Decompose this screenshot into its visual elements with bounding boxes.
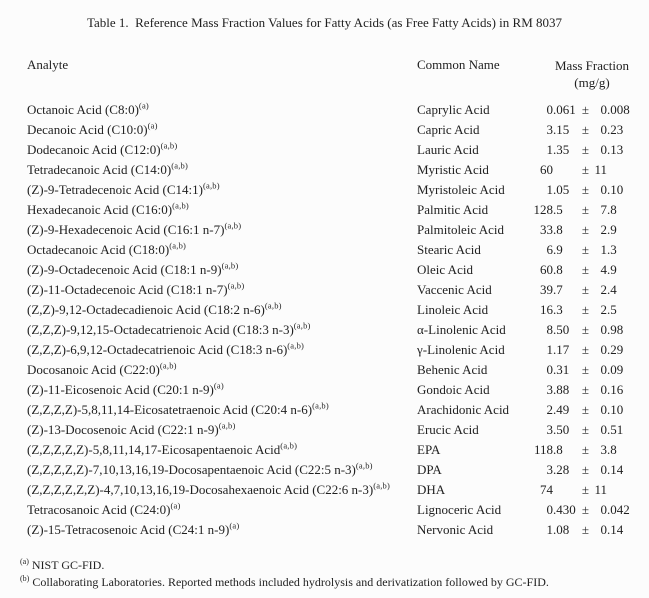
analyte-cell [27, 362, 177, 378]
common-name-cell: Palmitoleic Acid [417, 222, 505, 237]
analyte-cell [27, 322, 311, 338]
value-integer: 33 [540, 222, 553, 237]
common-name-cell: Palmitic Acid [417, 202, 489, 217]
value-integer: 3 [546, 462, 553, 477]
analyte-name: Octadecanoic Acid (C18:0) [27, 242, 170, 257]
uncertainty-integer: 0 [600, 522, 607, 537]
analyte-name: (Z,Z,Z,Z)-5,8,11,14-Eicosatetraenoic Acid (C20:4 n-6) [27, 402, 313, 417]
table-row [0, 420, 649, 440]
value-fraction: .8 [553, 442, 563, 457]
uncertainty-integer: 0 [600, 142, 607, 157]
mass-fraction-cell [531, 502, 633, 518]
common-name-cell: DHA [417, 482, 446, 497]
analyte-name: Decanoic Acid (C10:0) [27, 122, 148, 137]
value-fraction: .35 [553, 142, 570, 157]
common-name-cell: Lignoceric Acid [417, 502, 502, 517]
footnote-marker: (a,b) [287, 340, 305, 351]
plus-minus-sign: ± [581, 202, 590, 217]
value-fraction: .9 [553, 242, 563, 257]
value-integer: 128 [533, 202, 553, 217]
footnote-marker: (a,b) [227, 280, 245, 291]
uncertainty-fraction: .14 [607, 462, 624, 477]
uncertainty-integer: 0 [600, 122, 607, 137]
plus-minus-sign: ± [581, 322, 590, 337]
mass-fraction-cell [531, 522, 633, 538]
table-row [0, 500, 649, 520]
footnote-marker: (a,b) [373, 480, 391, 491]
uncertainty-fraction: .14 [607, 522, 624, 537]
analyte-name: Dodecanoic Acid (C12:0) [27, 142, 161, 157]
uncertainty-fraction: .4 [607, 282, 617, 297]
common-name-cell: γ-Linolenic Acid [417, 342, 505, 357]
common-name-cell: Gondoic Acid [417, 382, 490, 397]
uncertainty-fraction: .3 [607, 242, 617, 257]
uncertainty-fraction: .13 [607, 142, 624, 157]
value-integer: 0 [546, 502, 553, 517]
table-row [0, 440, 649, 460]
value-fraction: .430 [553, 502, 576, 517]
mass-fraction-cell [531, 362, 633, 378]
uncertainty-fraction: .16 [607, 382, 624, 397]
footnote-marker: (a,b) [160, 140, 178, 151]
uncertainty-fraction: .8 [607, 202, 617, 217]
analyte-cell [27, 422, 236, 438]
column-header-common-name: Common Name [417, 57, 500, 72]
analyte-cell [27, 462, 373, 478]
common-name-cell: Nervonic Acid [417, 522, 494, 537]
mass-fraction-cell [531, 462, 633, 478]
analyte-name: (Z,Z,Z)-6,9,12-Octadecatrienoic Acid (C18:3 n-6) [27, 342, 288, 357]
footnotes [20, 557, 549, 590]
value-integer: 2 [546, 402, 553, 417]
footnote-marker: (a,b) [202, 180, 220, 191]
uncertainty-integer: 0 [600, 322, 607, 337]
column-header-analyte: Analyte [27, 57, 69, 72]
common-name-cell: Myristic Acid [417, 162, 489, 177]
common-name-cell: Behenic Acid [417, 362, 488, 377]
uncertainty-integer: 2 [600, 282, 607, 297]
table-row [0, 520, 649, 540]
table-row [0, 260, 649, 280]
analyte-cell [27, 482, 390, 498]
footnote-marker: (a,b) [224, 220, 242, 231]
common-name-cell: Oleic Acid [417, 262, 473, 277]
plus-minus-sign: ± [581, 382, 590, 397]
mass-fraction-cell [531, 482, 633, 498]
plus-minus-sign: ± [581, 102, 590, 117]
analyte-name: (Z)-13-Docosenoic Acid (C22:1 n-9) [27, 422, 219, 437]
plus-minus-sign: ± [581, 362, 590, 377]
analyte-name: Docosanoic Acid (C22:0) [27, 362, 160, 377]
value-integer: 3 [546, 382, 553, 397]
footnote-a [20, 557, 549, 574]
uncertainty-integer: 2 [600, 302, 607, 317]
common-name-cell: Caprylic Acid [417, 102, 490, 117]
footnote-marker: (a,b) [355, 460, 373, 471]
value-fraction: .31 [553, 362, 570, 377]
analyte-name: (Z,Z,Z)-9,12,15-Octadecatrienoic Acid (C18:3 n-3) [27, 322, 294, 337]
value-integer: 3 [546, 422, 553, 437]
uncertainty-integer: 2 [600, 222, 607, 237]
common-name-cell: Lauric Acid [417, 142, 479, 157]
table-row [0, 120, 649, 140]
table-row [0, 180, 649, 200]
analyte-name: (Z)-15-Tetracosenoic Acid (C24:1 n-9) [27, 522, 230, 537]
common-name-cell: Vaccenic Acid [417, 282, 492, 297]
footnote-marker: (a,b) [280, 440, 298, 451]
plus-minus-sign: ± [581, 422, 590, 437]
value-fraction: .05 [553, 182, 570, 197]
value-fraction: .061 [553, 102, 576, 117]
footnote-marker: (a,b) [312, 400, 329, 411]
uncertainty-integer: 4 [600, 262, 607, 277]
footnote-a-text: NIST GC-FID. [31, 558, 105, 572]
mass-fraction-cell [531, 202, 633, 218]
uncertainty-fraction: .008 [607, 102, 630, 117]
uncertainty-integer: 0 [600, 102, 607, 117]
value-fraction: .8 [553, 222, 563, 237]
table-row [0, 400, 649, 420]
plus-minus-sign: ± [581, 182, 590, 197]
table-row [0, 320, 649, 340]
table-row [0, 460, 649, 480]
table-row [0, 220, 649, 240]
analyte-name: (Z,Z)-9,12-Octadecadienoic Acid (C18:2 n-6) [27, 302, 265, 317]
uncertainty-integer: 0 [600, 342, 607, 357]
analyte-name: Octanoic Acid (C8:0) [27, 102, 139, 117]
footnote-b [20, 574, 549, 591]
plus-minus-sign: ± [581, 462, 590, 477]
mass-fraction-cell [531, 182, 633, 198]
uncertainty-integer: 7 [600, 202, 607, 217]
mass-fraction-cell [531, 122, 633, 138]
analyte-cell [27, 222, 241, 238]
value-fraction: .88 [553, 382, 570, 397]
uncertainty-integer: 1 [600, 242, 607, 257]
plus-minus-sign: ± [581, 242, 590, 257]
footnote-marker: (a,b) [171, 160, 189, 171]
common-name-cell: α-Linolenic Acid [417, 322, 506, 337]
value-integer: 1 [546, 522, 553, 537]
analyte-cell [27, 302, 282, 318]
uncertainty-integer: 3 [600, 442, 607, 457]
analyte-name: (Z,Z,Z,Z,Z)-7,10,13,16,19-Docosapentaenoic Acid (C22:5 n-3) [27, 462, 356, 477]
common-name-cell: Myristoleic Acid [417, 182, 505, 197]
analyte-cell [27, 242, 186, 258]
value-fraction: .3 [553, 302, 563, 317]
value-integer: 118 [533, 442, 553, 457]
analyte-cell [27, 202, 189, 218]
table-row [0, 140, 649, 160]
analyte-cell [27, 162, 188, 178]
common-name-cell: Stearic Acid [417, 242, 481, 257]
analyte-cell [27, 502, 181, 518]
table-row [0, 360, 649, 380]
common-name-cell: EPA [417, 442, 441, 457]
uncertainty-fraction: .51 [607, 422, 624, 437]
value-integer: 1 [546, 342, 553, 357]
value-fraction: .15 [553, 122, 570, 137]
plus-minus-sign: ± [581, 262, 590, 277]
uncertainty-fraction: .10 [607, 402, 624, 417]
footnote-marker: (a,b) [218, 420, 236, 431]
uncertainty-fraction: .9 [607, 222, 617, 237]
mass-fraction-cell [531, 242, 633, 258]
value-fraction: .08 [553, 522, 570, 537]
footnote-marker: (a) [229, 520, 240, 531]
analyte-cell [27, 402, 329, 418]
mass-fraction-cell [531, 382, 633, 398]
analyte-cell [27, 122, 158, 138]
uncertainty-fraction: .042 [607, 502, 630, 517]
value-integer: 39 [540, 282, 553, 297]
analyte-name: (Z)-9-Octadecenoic Acid (C18:1 n-9) [27, 262, 222, 277]
footnote-marker: (a,b) [293, 320, 311, 331]
uncertainty-integer: 0 [600, 462, 607, 477]
value-integer: 0 [546, 102, 553, 117]
footnote-a-marker: (a) [20, 557, 29, 566]
plus-minus-sign: ± [581, 502, 590, 517]
common-name-cell: Linoleic Acid [417, 302, 489, 317]
value-integer: 3 [546, 122, 553, 137]
analyte-name: (Z)-11-Octadecenoic Acid (C18:1 n-7) [27, 282, 228, 297]
plus-minus-sign: ± [581, 402, 590, 417]
mass-fraction-cell [531, 162, 633, 178]
value-integer: 8 [546, 322, 553, 337]
value-integer: 60 [540, 262, 553, 277]
uncertainty-fraction: .09 [607, 362, 624, 377]
mass-fraction-cell [531, 422, 633, 438]
analyte-cell [27, 102, 149, 118]
mass-fraction-cell [531, 322, 633, 338]
table-row [0, 200, 649, 220]
mass-fraction-cell [531, 262, 633, 278]
plus-minus-sign: ± [581, 342, 590, 357]
uncertainty-integer: 0 [600, 182, 607, 197]
footnote-marker: (a,b) [221, 260, 239, 271]
footnote-marker: (a) [213, 380, 224, 391]
value-integer: 0 [546, 362, 553, 377]
footnote-marker: (a,b) [159, 360, 177, 371]
analyte-name: Tetracosanoic Acid (C24:0) [27, 502, 171, 517]
uncertainty-integer: 0 [600, 402, 607, 417]
uncertainty-integer: 11 [594, 162, 607, 177]
analyte-cell [27, 522, 239, 538]
footnote-marker: (a,b) [264, 300, 282, 311]
value-fraction: .8 [553, 262, 563, 277]
uncertainty-integer: 0 [600, 502, 607, 517]
analyte-name: (Z)-11-Eicosenoic Acid (C20:1 n-9) [27, 382, 214, 397]
footnote-b-marker: (b) [20, 573, 30, 583]
mass-fraction-cell [531, 142, 633, 158]
mass-fraction-cell [531, 282, 633, 298]
uncertainty-integer: 0 [600, 362, 607, 377]
value-fraction: .28 [553, 462, 570, 477]
table-row [0, 300, 649, 320]
plus-minus-sign: ± [581, 122, 590, 137]
plus-minus-sign: ± [581, 302, 590, 317]
analyte-cell [27, 442, 297, 458]
plus-minus-sign: ± [581, 282, 590, 297]
table-row [0, 240, 649, 260]
value-integer: 16 [540, 302, 553, 317]
analyte-cell [27, 262, 238, 278]
table-row [0, 480, 649, 500]
table-body [0, 100, 649, 540]
uncertainty-fraction: .8 [607, 442, 617, 457]
footnote-marker: (a) [147, 120, 158, 131]
uncertainty-fraction: .10 [607, 182, 624, 197]
footnote-marker: (a,b) [172, 200, 189, 211]
uncertainty-integer: 0 [600, 422, 607, 437]
analyte-name: (Z,Z,Z,Z,Z,Z)-4,7,10,13,16,19-Docosahexaenoic Acid (C22:6 n-3) [27, 482, 374, 497]
analyte-cell [27, 382, 224, 398]
table-row [0, 100, 649, 120]
table-row [0, 160, 649, 180]
table-row [0, 280, 649, 300]
analyte-name: (Z)-9-Tetradecenoic Acid (C14:1) [27, 182, 203, 197]
value-integer: 6 [546, 242, 553, 257]
footnote-marker: (a) [138, 100, 149, 111]
analyte-name: Tetradecanoic Acid (C14:0) [27, 162, 172, 177]
analyte-name: Hexadecanoic Acid (C16:0) [27, 202, 173, 217]
uncertainty-fraction: .29 [607, 342, 624, 357]
table-row [0, 340, 649, 360]
uncertainty-fraction: .23 [607, 122, 624, 137]
analyte-name: (Z)-9-Hexadecenoic Acid (C16:1 n-7) [27, 222, 225, 237]
value-integer: 74 [540, 482, 553, 497]
uncertainty-fraction: .5 [607, 302, 617, 317]
common-name-cell: DPA [417, 462, 442, 477]
column-header-mass-fraction [537, 57, 647, 91]
common-name-cell: Arachidonic Acid [417, 402, 510, 417]
table-title: Table 1. Reference Mass Fraction Values for Fatty Acids (as Free Fatty Acids) in RM 8037 [86, 15, 563, 30]
mass-fraction-cell [531, 342, 633, 358]
plus-minus-sign: ± [581, 482, 590, 497]
analyte-name: (Z,Z,Z,Z,Z)-5,8,11,14,17-Eicosapentaenoic Acid [27, 442, 281, 457]
analyte-cell [27, 342, 304, 358]
value-integer: 1 [546, 182, 553, 197]
mass-fraction-unit: (mg/g) [574, 75, 610, 90]
value-fraction: .17 [553, 342, 570, 357]
value-integer: 1 [546, 142, 553, 157]
analyte-cell [27, 182, 220, 198]
value-fraction: .49 [553, 402, 570, 417]
mass-fraction-cell [531, 402, 633, 418]
common-name-cell: Erucic Acid [417, 422, 479, 437]
common-name-cell: Capric Acid [417, 122, 480, 137]
footnote-b-text: Collaborating Laboratories. Reported methods included hydrolysis and derivatization followed by GC-FID. [32, 574, 549, 589]
plus-minus-sign: ± [581, 522, 590, 537]
plus-minus-sign: ± [581, 142, 590, 157]
uncertainty-integer: 11 [594, 482, 607, 497]
uncertainty-integer: 0 [600, 382, 607, 397]
value-fraction: .5 [553, 202, 563, 217]
table-row [0, 380, 649, 400]
footnote-marker: (a,b) [169, 240, 187, 251]
value-fraction: .7 [553, 282, 563, 297]
value-integer: 60 [540, 162, 553, 177]
value-fraction: .50 [553, 422, 570, 437]
mass-fraction-cell [531, 102, 633, 118]
uncertainty-fraction: .98 [607, 322, 624, 337]
mass-fraction-cell [531, 302, 633, 318]
mass-fraction-cell [531, 442, 633, 458]
plus-minus-sign: ± [581, 222, 590, 237]
uncertainty-fraction: .9 [607, 262, 617, 277]
value-fraction: .50 [553, 322, 570, 337]
analyte-cell [27, 142, 177, 158]
analyte-cell [27, 282, 244, 298]
plus-minus-sign: ± [581, 442, 590, 457]
mass-fraction-label: Mass Fraction [554, 58, 630, 73]
footnote-marker: (a) [170, 500, 181, 511]
plus-minus-sign: ± [581, 162, 590, 177]
mass-fraction-cell [531, 222, 633, 238]
